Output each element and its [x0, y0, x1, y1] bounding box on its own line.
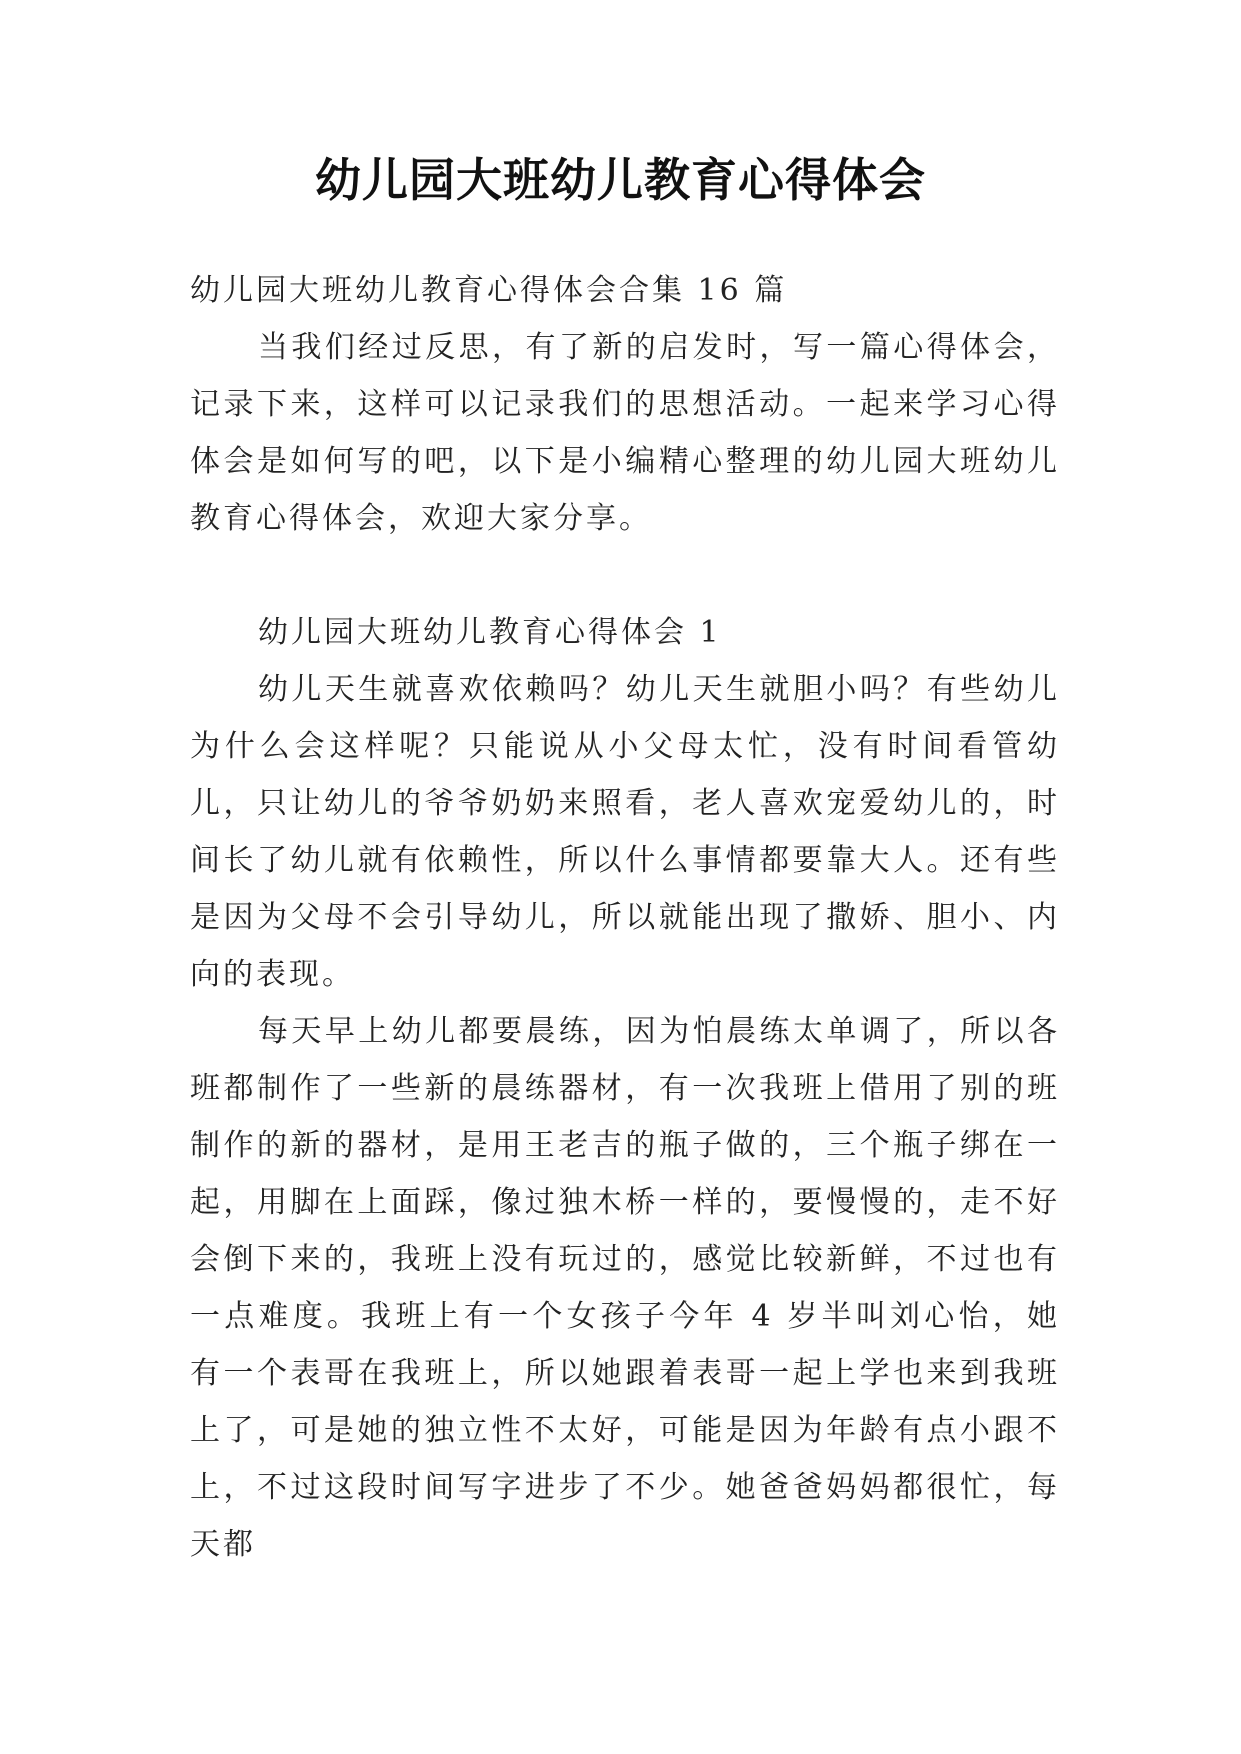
body-paragraph: 幼儿天生就喜欢依赖吗？幼儿天生就胆小吗？有些幼儿为什么会这样呢？只能说从小父母太忙，没有时间看管幼儿，只让幼儿的爷爷奶奶来照看，老人喜欢宠爱幼儿的，时间长了幼儿就有依赖性，所以什么事情都要靠大人。还有些是因为父母不会引导幼儿，所以就能出现了撒娇、胆小、内向的表现。	[190, 672, 1060, 992]
collection-line: 幼儿园大班幼儿教育心得体会合集 16 篇	[190, 273, 788, 308]
document-title: 幼儿园大班幼儿教育心得体会	[315, 153, 926, 207]
section-heading: 幼儿园大班幼儿教育心得体会 1	[258, 615, 722, 650]
document-body	[190, 262, 1060, 1573]
intro-paragraph: 当我们经过反思，有了新的启发时，写一篇心得体会，记录下来，这样可以记录我们的思想活动。一起来学习心得体会是如何写的吧，以下是小编精心整理的幼儿园大班幼儿教育心得体会，欢迎大家分享。	[190, 330, 1060, 536]
body-paragraph: 每天早上幼儿都要晨练，因为怕晨练太单调了，所以各班都制作了一些新的晨练器材，有一次我班上借用了别的班制作的新的器材，是用王老吉的瓶子做的，三个瓶子绑在一起，用脚在上面踩，像过独木桥一样的，要慢慢的，走不好会倒下来的，我班上没有玩过的，感觉比较新鲜，不过也有一点难度。我班上有一个女孩子今年 4 岁半叫刘心怡，她有一个表哥在我班上，所以她跟着表哥一起上学也来到我班上了，可是她的独立性不太好，可能是因为年龄有点小跟不上，不过这段时间写字进步了不少。她爸爸妈妈都很忙，每天都	[190, 1014, 1060, 1562]
